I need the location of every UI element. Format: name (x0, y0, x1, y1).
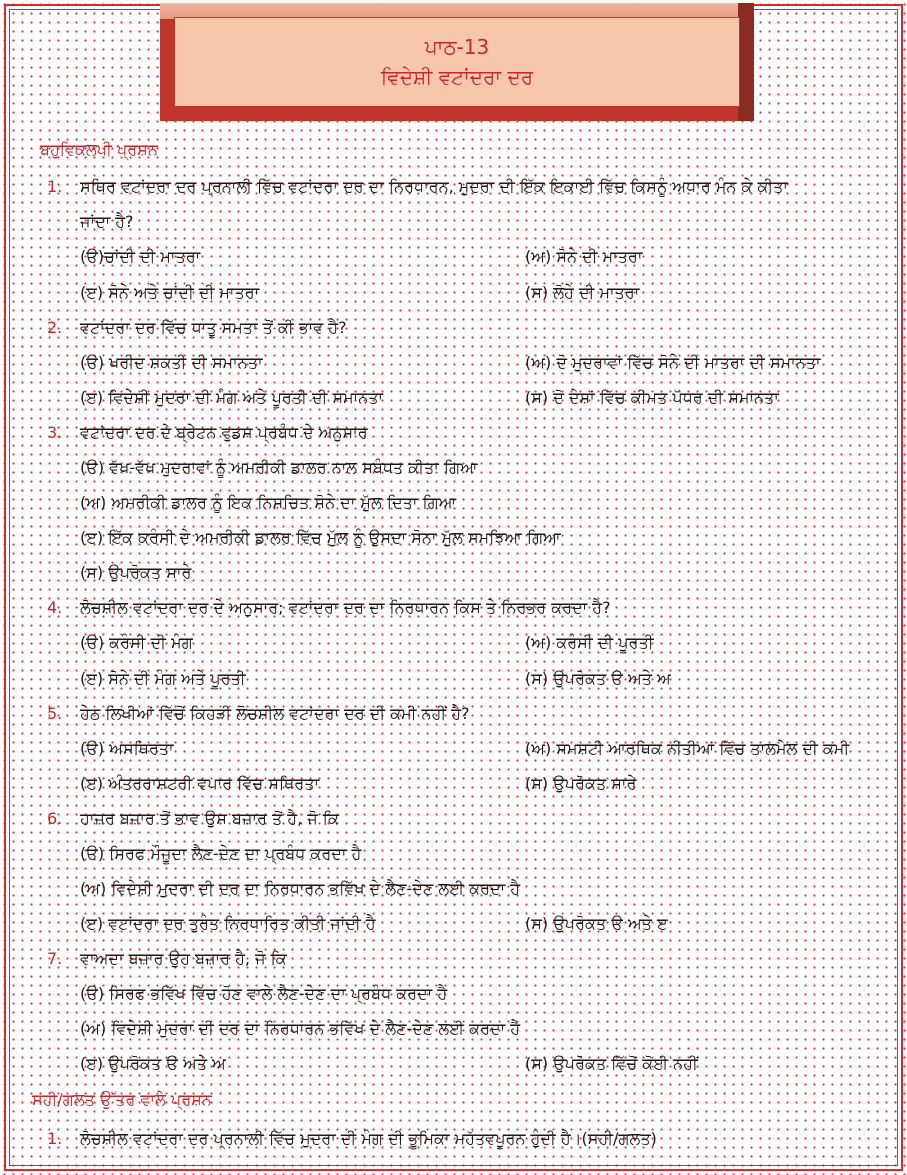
option-a: (ੳ) ਅਸਥਿਰਤਾ (80, 739, 174, 758)
question-text: ਹੇਠ ਲਿਖੀਆਂ ਵਿੱਚੋਂ ਕਿਹੜੀ ਲੋਚਸ਼ੀਲ ਵਟਾਂਦਰਾ ਦਰ ਦੀ ਕਮੀ ਨਹੀਂ ਹੈ? (80, 704, 470, 723)
chapter-title: ਵਿਦੇਸ਼ੀ ਵਟਾਂਦਰਾ ਦਰ (380, 65, 534, 89)
lesson-number: ਪਾਠ-13 (424, 35, 490, 59)
option-d: (ਸ) ਉਪਰੋਕਤ ਸਾਰੇ (525, 774, 637, 793)
option-d: (ਸ) ਉਪਰੋਕਤ ੳ ਅਤੇ ਅ (525, 669, 671, 688)
option-c: (ੲ) ਉਪਰੋਕਤ ੳ ਅਤੇ ਅ (80, 1054, 226, 1073)
title-box-face (174, 17, 740, 107)
mcq-heading: ਬਹੁਵਿਕਲਪੀ ਪ੍ਰਸ਼ਨ (40, 140, 158, 159)
option-d: (ਸ) ਉਪਰੋਕਤ ਵਿੱਚੋਂ ਕੋਈ ਨਹੀਂ (525, 1054, 698, 1073)
option-d: (ਸ) ਲੋਹੇ ਦੀ ਮਾਤਰਾ (525, 283, 640, 302)
true-false-heading: ਸਹੀ/ਗਲਤ ਉੱਤਰ ਵਾਲੇ ਪ੍ਰਸ਼ਨ (32, 1090, 212, 1109)
question-text: ਵਾਅਦਾ ਬਜ਼ਾਰ ਉਹ ਬਜ਼ਾਰ ਹੈ, ਜੋ ਕਿ (80, 949, 287, 968)
title-box (160, 3, 754, 121)
question-number: 6. (47, 809, 63, 828)
option-d: (ਸ) ਦੋ ਦੇਸ਼ਾਂ ਵਿੱਚ ਕੀਮਤ ਪੱਧਰ ਦੀ ਸਮਾਨਤਾ (525, 388, 779, 407)
option-a: (ੳ) ਕਰੰਸੀ ਦੀ ਮੰਗ (80, 633, 193, 652)
option-b: (ਅ) ਸੋਨੇ ਦੀ ਮਾਤਰਾ (525, 247, 643, 266)
question-text: ਸਥਿਰ ਵਟਾਂਦਰਾ ਦਰ ਪ੍ਰਨਾਲੀ ਵਿੱਚ ਵਟਾਂਦਰਾ ਦਰ ਦਾ ਨਿਰਧਾਰਨ, ਮੁਦਰਾ ਦੀ ਇੱਕ ਇਕਾਈ ਵਿੱਚ ਕਿਸਨੂੰ ਅਧਾਰ ਮੰਨ ਕੇ ਕੀਤਾ (80, 177, 788, 196)
question-number: 2. (47, 318, 63, 337)
option-c: (ੲ) ਸੋਨੇ ਦੀ ਮੰਗ ਅਤੇ ਪੂਰਤੀ (80, 669, 246, 688)
option-d: (ਸ) ਉਪਰੋਕਤ ਸਾਰੇ (80, 563, 192, 582)
question-number: 1. (47, 1129, 63, 1148)
option-b: (ਅ) ਵਿਦੇਸ਼ੀ ਮੁਦਰਾ ਦੀ ਦਰ ਦਾ ਨਿਰਧਾਰਨ ਭਵਿੱਖ ਦੇ ਲੈਣ-ਦੇਣ ਲਈ ਕਰਦਾ ਹੈ (80, 1019, 521, 1038)
title-box-bevel-right (738, 3, 754, 121)
option-b: (ਅ) ਸਮਸ਼ਟੀ ਆਰਥਿਕ ਨੀਤੀਆਂ ਵਿੱਚ ਤਾਲਮੇਲ ਦੀ ਕਮੀ (525, 739, 850, 758)
question-number: 4. (47, 598, 63, 617)
question-number: 1. (47, 177, 63, 196)
option-c: (ੲ) ਇੱਕ ਕਰੰਸੀ ਦੇ ਅਮਰੀਕੀ ਡਾਲਰ ਵਿੱਚ ਮੁੱਲ ਨੂੰ ਉਸਦਾ ਸੋਨਾ ਮੁੱਲ ਸਮਝਿਆ ਗਿਆ (80, 528, 561, 547)
option-b: (ਅ) ਦੋ ਮੁਦਰਾਵਾਂ ਵਿੱਚ ਸੋਨੇ ਦੀ ਮਾਤਰਾ ਦੀ ਸਮਾਨਤਾ (525, 353, 821, 372)
question-text: ਲੋਚਸ਼ੀਲ ਵਟਾਂਦਰਾ ਦਰ ਦੇ ਅਨੁਸਾਰ; ਵਟਾਂਦਰਾ ਦਰ ਦਾ ਨਿਰਧਾਰਨ ਕਿਸ ਤੇ ਨਿਰਭਰ ਕਰਦਾ ਹੈ? (80, 598, 611, 617)
question-number: 3. (47, 423, 63, 442)
option-b: (ਅ) ਕਰੰਸੀ ਦੀ ਪੂਰਤੀ (525, 633, 654, 652)
question-number: 7. (47, 949, 63, 968)
option-b: (ਅ) ਅਮਰੀਕੀ ਡਾਲਰ ਨੂੰ ਇਕ ਨਿਸ਼ਚਿਤ ਸੋਨੇ ਦਾ ਮੁੱਲ ਦਿਤਾ ਗਿਆ (80, 493, 457, 512)
true-false-question-text: ਲੋਚਸ਼ੀਲ ਵਟਾਂਦਰਾ ਦਰ ਪ੍ਰਨਾਲੀ ਵਿੱਚ ਮੁਦਰਾ ਦੀ ਮੰਗ ਦੀ ਭੂਮਿਕਾ ਮਹੱਤਵਪੂਰਨ ਹੁੰਦੀ ਹੈ।(ਸਹੀ/ਗਲਤ) (80, 1129, 657, 1148)
question-text-continued: ਜਾਂਦਾ ਹੈ? (80, 212, 134, 231)
option-a: (ੳ) ਸਿਰਫ ਭਵਿੱਖ ਵਿੱਚ ਹੋਣ ਵਾਲੇ ਲੈਣ-ਦੇਣ ਦਾ ਪ੍ਰਬੰਧ ਕਰਦਾ ਹੈ (80, 984, 448, 1003)
option-a: (ੳ) ਖਰੀਦ ਸ਼ਕਤੀ ਦੀ ਸਮਾਨਤਾ (80, 353, 263, 372)
question-text: ਹਾਜ਼ਰ ਬਜ਼ਾਰ ਤੋਂ ਭਾਵ ਉਸ ਬਜ਼ਾਰ ਤੋਂ ਹੈ, ਜੋ ਕਿ (80, 809, 339, 828)
option-a: (ੳ) ਸਿਰਫ ਮੌਜੂਦਾ ਲੈਣ-ਦੇਣ ਦਾ ਪ੍ਰਬੰਧ ਕਰਦਾ ਹੈ (80, 844, 362, 863)
question-text: ਵਟਾਂਦਰਾ ਦਰ ਵਿੱਚ ਧਾਤੂ ਸਮਤਾ ਤੋਂ ਕੀ ਭਾਵ ਹੈ? (80, 318, 347, 337)
option-b: (ਅ) ਵਿਦੇਸ਼ੀ ਮੁਦਰਾ ਦੀ ਦਰ ਦਾ ਨਿਰਧਾਰਨ ਭਵਿੱਖ ਦੇ ਲੈਣ-ਦੇਣ ਲਈ ਕਰਦਾ ਹੈ (80, 879, 521, 898)
option-c: (ੲ) ਅੰਤਰਰਾਸ਼ਟਰੀ ਵਪਾਰ ਵਿੱਚ ਸਥਿਰਤਾ (80, 774, 320, 793)
question-number: 5. (47, 704, 63, 723)
option-c: (ੲ) ਸੋਨੇ ਅਤੇ ਚਾਂਦੀ ਦੀ ਮਾਤਰਾ (80, 283, 260, 302)
option-a: (ੳ)ਚਾਂਦੀ ਦੀ ਮਾਤਰਾ (80, 247, 201, 266)
option-c: (ੲ) ਵਟਾਂਦਰਾ ਦਰ ਤੁਰੰਤ ਨਿਰਧਾਰਿਤ ਕੀਤੀ ਜਾਂਦੀ ਹੈ (80, 914, 376, 933)
option-a: (ੳ) ਵੱਖ-ਵੱਖ ਮੁਦਰਾਵਾਂ ਨੂੰ ਅਮਰੀਕੀ ਡਾਲਰ ਨਾਲ ਸਬੰਧਤ ਕੀਤਾ ਗਿਆ (80, 458, 478, 477)
option-d: (ਸ) ਉਪਰੋਕਤ ੳ ਅਤੇ ੲ (525, 914, 668, 933)
question-text: ਵਟਾਂਦਰਾ ਦਰ ਦੇ ਬ੍ਰੇਟਨ ਵੁਡਸ ਪ੍ਰਬੰਧ ਦੇ ਅਨੁਸਾਰ (80, 423, 368, 442)
option-c: (ੲ) ਵਿਦੇਸ਼ੀ ਮੁਦਰਾ ਦੀ ਮੰਗ ਅਤੇ ਪੂਰਤੀ ਦੀ ਸਮਾਨਤਾ (80, 388, 384, 407)
